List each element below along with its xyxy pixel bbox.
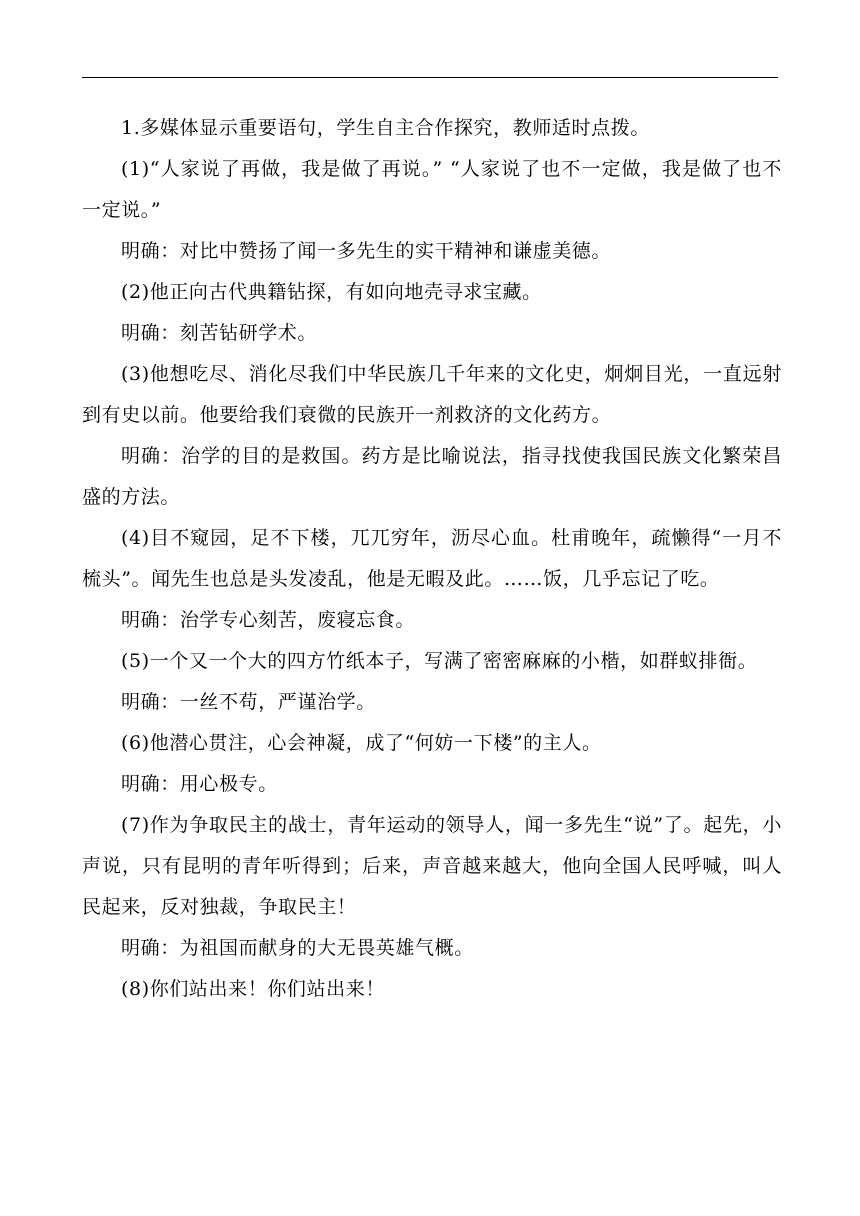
header-rule: [82, 77, 778, 78]
paragraph: (3)他想吃尽、消化尽我们中华民族几千年来的文化史，炯炯目光，一直远射到有史以前。他要给我们衰微的民族开一剂救济的文化药方。: [82, 363, 782, 426]
paragraph: 明确：治学专心刻苦，废寝忘食。: [121, 609, 416, 631]
paragraph: 明确：一丝不苟，严谨治学。: [121, 691, 376, 713]
paragraph: (7)作为争取民主的战士，青年运动的领导人，闻一多先生“说”了。起先，小声说，只有昆明的青年听得到；后来，声音越来越大，他向全国人民呼喊，叫人民起来，反对独裁，争取民主！: [82, 814, 782, 918]
paragraph: (4)目不窥园，足不下楼，兀兀穷年，沥尽心血。杜甫晚年，疏懒得“一月不梳头”。闻先生也总是头发凌乱，他是无暇及此。……饭，几乎忘记了吃。: [82, 527, 782, 590]
paragraph: (8)你们站出来！你们站出来！: [121, 978, 385, 1000]
paragraph: 1.多媒体显示重要语句，学生自主合作探究，教师适时点拨。: [121, 117, 650, 139]
document-body: [82, 108, 782, 1010]
paragraph: (5)一个又一个大的四方竹纸本子，写满了密密麻麻的小楷，如群蚁排衙。: [121, 650, 758, 672]
paragraph: (6)他潜心贯注，心会神凝，成了“何妨一下楼”的主人。: [121, 732, 602, 754]
paragraph: 明确：治学的目的是救国。药方是比喻说法，指寻找使我国民族文化繁荣昌盛的方法。: [82, 445, 782, 508]
paragraph: 明确：对比中赞扬了闻一多先生的实干精神和谦虚美德。: [121, 240, 612, 262]
paragraph: (1)“人家说了再做，我是做了再说。” “人家说了也不一定做，我是做了也不一定说。”: [82, 158, 782, 221]
paragraph: 明确：刻苦钻研学术。: [121, 322, 318, 344]
paragraph: 明确：为祖国而献身的大无畏英雄气概。: [121, 937, 474, 959]
paragraph: 明确：用心极专。: [121, 773, 278, 795]
paragraph: (2)他正向古代典籍钻探，有如向地壳寻求宝藏。: [121, 281, 542, 303]
